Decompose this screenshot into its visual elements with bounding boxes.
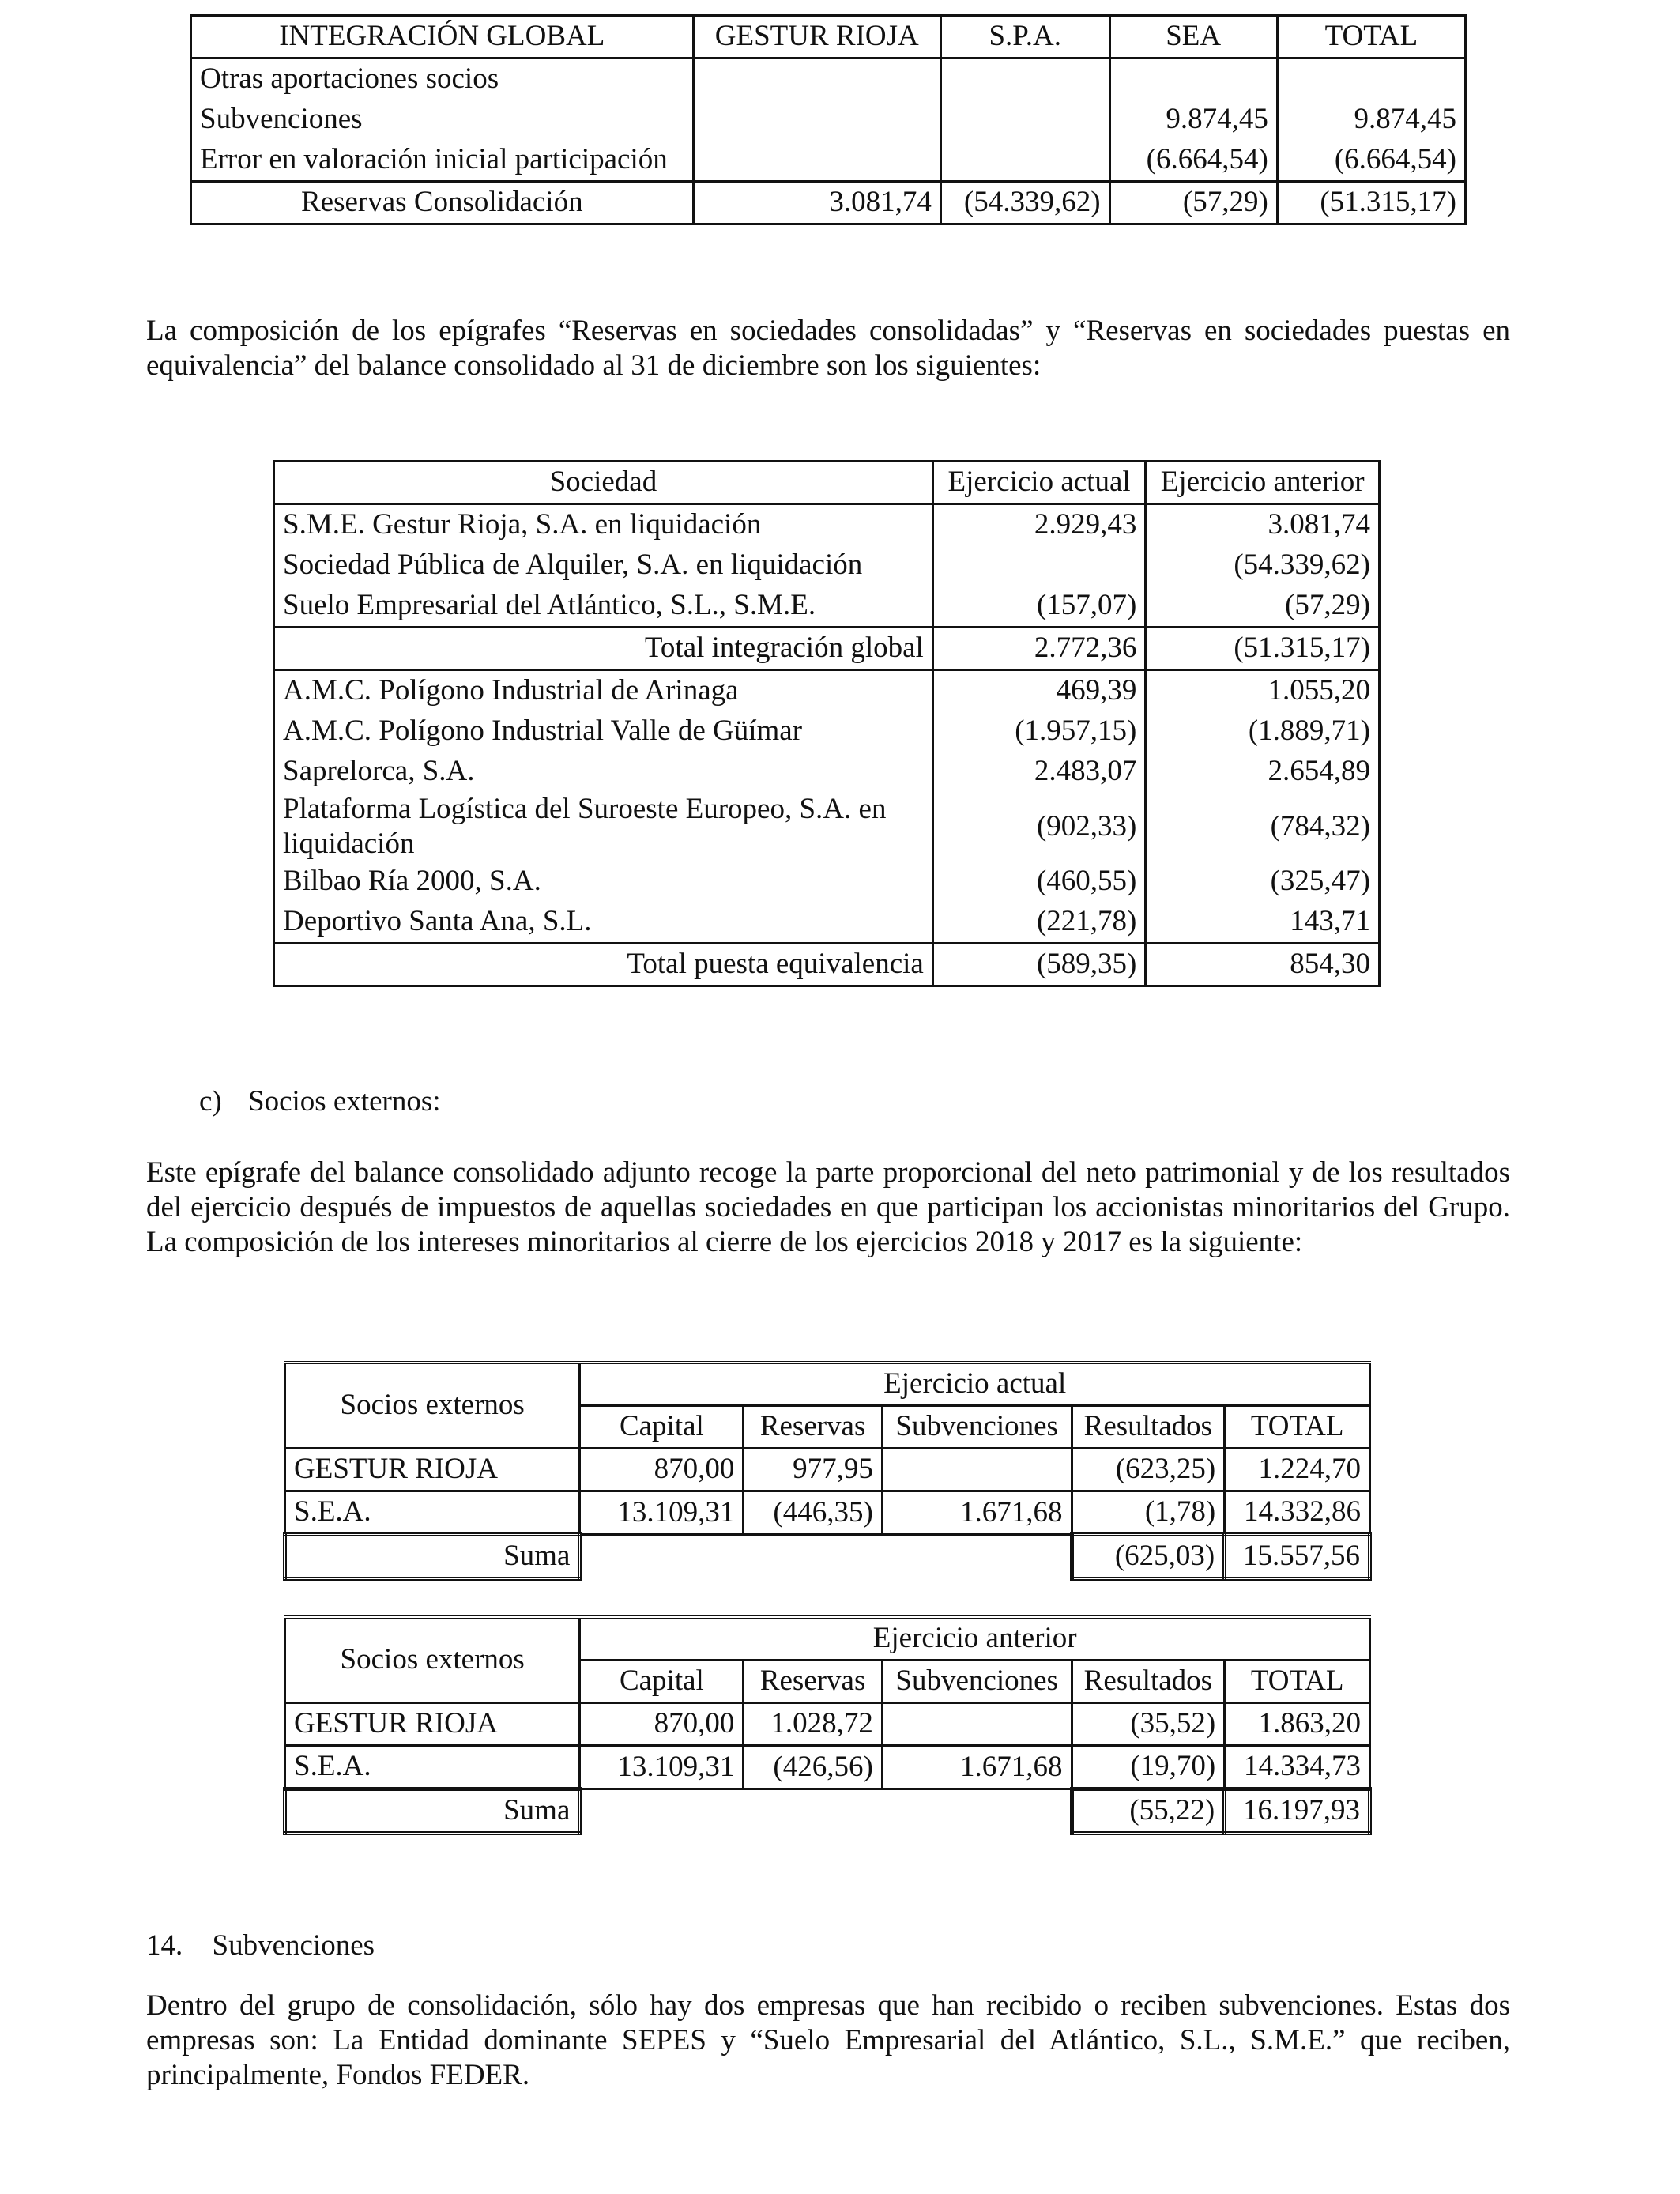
row-label: A.M.C. Polígono Industrial Valle de Güímar bbox=[274, 711, 933, 752]
cell: (426,56) bbox=[744, 1746, 882, 1789]
cell: 2.654,89 bbox=[1146, 752, 1380, 792]
cell: 143,71 bbox=[1146, 902, 1380, 944]
cell: 854,30 bbox=[1146, 944, 1380, 986]
sum-resultados: (625,03) bbox=[1072, 1535, 1225, 1579]
cell: 870,00 bbox=[580, 1449, 744, 1491]
sum-total: 15.557,56 bbox=[1225, 1535, 1370, 1579]
section-c-heading bbox=[199, 1084, 441, 1118]
total-row bbox=[274, 944, 1380, 986]
table-header-row bbox=[285, 1363, 1370, 1406]
cell: (1.889,71) bbox=[1146, 711, 1380, 752]
cell bbox=[932, 545, 1146, 586]
table-row bbox=[274, 752, 1380, 792]
cell bbox=[693, 140, 940, 182]
table-row bbox=[274, 861, 1380, 902]
cell: 1.863,20 bbox=[1225, 1703, 1370, 1746]
table-row bbox=[191, 182, 1466, 224]
period-header: Ejercicio actual bbox=[580, 1363, 1370, 1406]
cell: 14.332,86 bbox=[1225, 1491, 1370, 1535]
cell bbox=[940, 140, 1109, 182]
cell: (35,52) bbox=[1072, 1703, 1225, 1746]
section-14-heading bbox=[146, 1928, 375, 1962]
row-label: Total puesta equivalencia bbox=[274, 944, 933, 986]
cell: 9.874,45 bbox=[1277, 100, 1465, 140]
empty-cell bbox=[580, 1535, 1072, 1579]
paragraph-socios-externos: Este epígrafe del balance consolidado adjunto recoge la parte proporcional del neto patrimonial y de los resultados del ejercicio después de impuestos de aquellas sociedades en que participan los accionistas minoritarios del Grupo. La composición de los intereses minoritarios al cierre de los ejercicios 2018 y 2017 es la siguiente: bbox=[146, 1156, 1510, 1258]
header-cell: TOTAL bbox=[1225, 1661, 1370, 1703]
row-label: S.E.A. bbox=[285, 1491, 580, 1535]
section-title: Subvenciones bbox=[212, 1929, 375, 1962]
cell: 1.671,68 bbox=[882, 1746, 1072, 1789]
row-label: GESTUR RIOJA bbox=[285, 1703, 580, 1746]
sum-total: 16.197,93 bbox=[1225, 1789, 1370, 1834]
table-row bbox=[274, 792, 1380, 861]
cell: (221,78) bbox=[932, 902, 1146, 944]
cell: (57,29) bbox=[1146, 586, 1380, 628]
paragraph-reservas-intro: La composición de los epígrafes “Reservas en sociedades consolidadas” y “Reservas en sociedades puestas en equivalencia” del balance consolidado al 31 de diciembre son los siguientes: bbox=[146, 315, 1510, 382]
socios-externos-anterior-table bbox=[283, 1615, 1372, 1835]
corner-label: Socios externos bbox=[285, 1617, 580, 1703]
header-cell: Resultados bbox=[1072, 1406, 1225, 1449]
reservas-sociedades-table bbox=[273, 460, 1381, 987]
section-title: Socios externos: bbox=[248, 1085, 441, 1118]
header-cell: TOTAL bbox=[1277, 16, 1465, 58]
cell bbox=[693, 100, 940, 140]
header-cell: Subvenciones bbox=[882, 1661, 1072, 1703]
header-cell: Resultados bbox=[1072, 1661, 1225, 1703]
sum-row bbox=[285, 1535, 1370, 1579]
row-label: Error en valoración inicial participación bbox=[191, 140, 694, 182]
cell: (54.339,62) bbox=[940, 182, 1109, 224]
cell: 14.334,73 bbox=[1225, 1746, 1370, 1789]
row-label: Deportivo Santa Ana, S.L. bbox=[274, 902, 933, 944]
table-row bbox=[285, 1703, 1370, 1746]
cell: 13.109,31 bbox=[580, 1491, 744, 1535]
total-row bbox=[274, 628, 1380, 670]
row-label: A.M.C. Polígono Industrial de Arinaga bbox=[274, 670, 933, 712]
table-row bbox=[285, 1746, 1370, 1789]
cell bbox=[1277, 58, 1465, 100]
cell: 2.483,07 bbox=[932, 752, 1146, 792]
integracion-global-table bbox=[190, 14, 1467, 225]
sum-label: Suma bbox=[285, 1789, 580, 1834]
table-row bbox=[274, 711, 1380, 752]
cell: 469,39 bbox=[932, 670, 1146, 712]
header-cell: Ejercicio actual bbox=[932, 462, 1146, 504]
sum-resultados: (55,22) bbox=[1072, 1789, 1225, 1834]
header-cell: Reservas bbox=[744, 1406, 882, 1449]
cell: (1.957,15) bbox=[932, 711, 1146, 752]
cell: (1,78) bbox=[1072, 1491, 1225, 1535]
cell: 870,00 bbox=[580, 1703, 744, 1746]
table-row bbox=[274, 545, 1380, 586]
cell: (784,32) bbox=[1146, 792, 1380, 861]
header-cell: TOTAL bbox=[1225, 1406, 1370, 1449]
cell: 1.671,68 bbox=[882, 1491, 1072, 1535]
cell bbox=[693, 58, 940, 100]
header-cell: Ejercicio anterior bbox=[1146, 462, 1380, 504]
cell: 2.929,43 bbox=[932, 504, 1146, 546]
cell: (325,47) bbox=[1146, 861, 1380, 902]
header-cell: Reservas bbox=[744, 1661, 882, 1703]
header-cell: Capital bbox=[580, 1661, 744, 1703]
table-row bbox=[274, 586, 1380, 628]
cell: 13.109,31 bbox=[580, 1746, 744, 1789]
row-label: Saprelorca, S.A. bbox=[274, 752, 933, 792]
empty-cell bbox=[580, 1789, 1072, 1834]
cell: 3.081,74 bbox=[1146, 504, 1380, 546]
cell: 1.028,72 bbox=[744, 1703, 882, 1746]
sum-label: Suma bbox=[285, 1535, 580, 1579]
corner-label: Socios externos bbox=[285, 1363, 580, 1449]
cell bbox=[882, 1449, 1072, 1491]
header-cell: Subvenciones bbox=[882, 1406, 1072, 1449]
cell: (6.664,54) bbox=[1277, 140, 1465, 182]
table-row bbox=[285, 1449, 1370, 1491]
table-header-row bbox=[285, 1617, 1370, 1661]
row-label: GESTUR RIOJA bbox=[285, 1449, 580, 1491]
cell: (19,70) bbox=[1072, 1746, 1225, 1789]
cell bbox=[940, 100, 1109, 140]
row-label: Otras aportaciones socios bbox=[191, 58, 694, 100]
socios-externos-actual-table bbox=[283, 1361, 1372, 1581]
cell: 2.772,36 bbox=[932, 628, 1146, 670]
row-label: Plataforma Logística del Suroeste Europeo, S.A. en liquidación bbox=[274, 792, 933, 861]
row-label: S.M.E. Gestur Rioja, S.A. en liquidación bbox=[274, 504, 933, 546]
paragraph-subvenciones: Dentro del grupo de consolidación, sólo hay dos empresas que han recibido o reciben subvenciones. Estas dos empresas son: La Entidad dominante SEPES y “Suelo Empresarial del Atlántico, S.L., S.M.E.” que reciben, principalmente, Fondos FEDER. bbox=[146, 1989, 1510, 2091]
row-label: Reservas Consolidación bbox=[191, 182, 694, 224]
table-header-row bbox=[191, 16, 1466, 58]
cell: 9.874,45 bbox=[1109, 100, 1277, 140]
cell: (902,33) bbox=[932, 792, 1146, 861]
table-row bbox=[191, 58, 1466, 100]
cell: 3.081,74 bbox=[693, 182, 940, 224]
table-row bbox=[274, 504, 1380, 546]
section-letter: c) bbox=[199, 1085, 222, 1118]
header-cell: Sociedad bbox=[274, 462, 933, 504]
table-row bbox=[191, 140, 1466, 182]
cell: (6.664,54) bbox=[1109, 140, 1277, 182]
cell bbox=[940, 58, 1109, 100]
cell: (623,25) bbox=[1072, 1449, 1225, 1491]
header-cell: S.P.A. bbox=[940, 16, 1109, 58]
cell bbox=[1109, 58, 1277, 100]
sum-row bbox=[285, 1789, 1370, 1834]
table-row bbox=[274, 670, 1380, 712]
header-cell: GESTUR RIOJA bbox=[693, 16, 940, 58]
table-row bbox=[274, 902, 1380, 944]
table-row bbox=[191, 100, 1466, 140]
cell: (446,35) bbox=[744, 1491, 882, 1535]
cell: (51.315,17) bbox=[1277, 182, 1465, 224]
row-label: Total integración global bbox=[274, 628, 933, 670]
row-label: Suelo Empresarial del Atlántico, S.L., S.M.E. bbox=[274, 586, 933, 628]
cell: (54.339,62) bbox=[1146, 545, 1380, 586]
section-number: 14. bbox=[146, 1929, 183, 1962]
table-row bbox=[285, 1491, 1370, 1535]
cell: (157,07) bbox=[932, 586, 1146, 628]
cell: (57,29) bbox=[1109, 182, 1277, 224]
row-label: Bilbao Ría 2000, S.A. bbox=[274, 861, 933, 902]
row-label: S.E.A. bbox=[285, 1746, 580, 1789]
row-label: Sociedad Pública de Alquiler, S.A. en liquidación bbox=[274, 545, 933, 586]
cell: (51.315,17) bbox=[1146, 628, 1380, 670]
header-cell: Capital bbox=[580, 1406, 744, 1449]
row-label: Subvenciones bbox=[191, 100, 694, 140]
cell: (460,55) bbox=[932, 861, 1146, 902]
cell: 1.055,20 bbox=[1146, 670, 1380, 712]
table-header-row bbox=[274, 462, 1380, 504]
period-header: Ejercicio anterior bbox=[580, 1617, 1370, 1661]
cell: 1.224,70 bbox=[1225, 1449, 1370, 1491]
header-cell: INTEGRACIÓN GLOBAL bbox=[191, 16, 694, 58]
header-cell: SEA bbox=[1109, 16, 1277, 58]
cell bbox=[882, 1703, 1072, 1746]
cell: 977,95 bbox=[744, 1449, 882, 1491]
cell: (589,35) bbox=[932, 944, 1146, 986]
